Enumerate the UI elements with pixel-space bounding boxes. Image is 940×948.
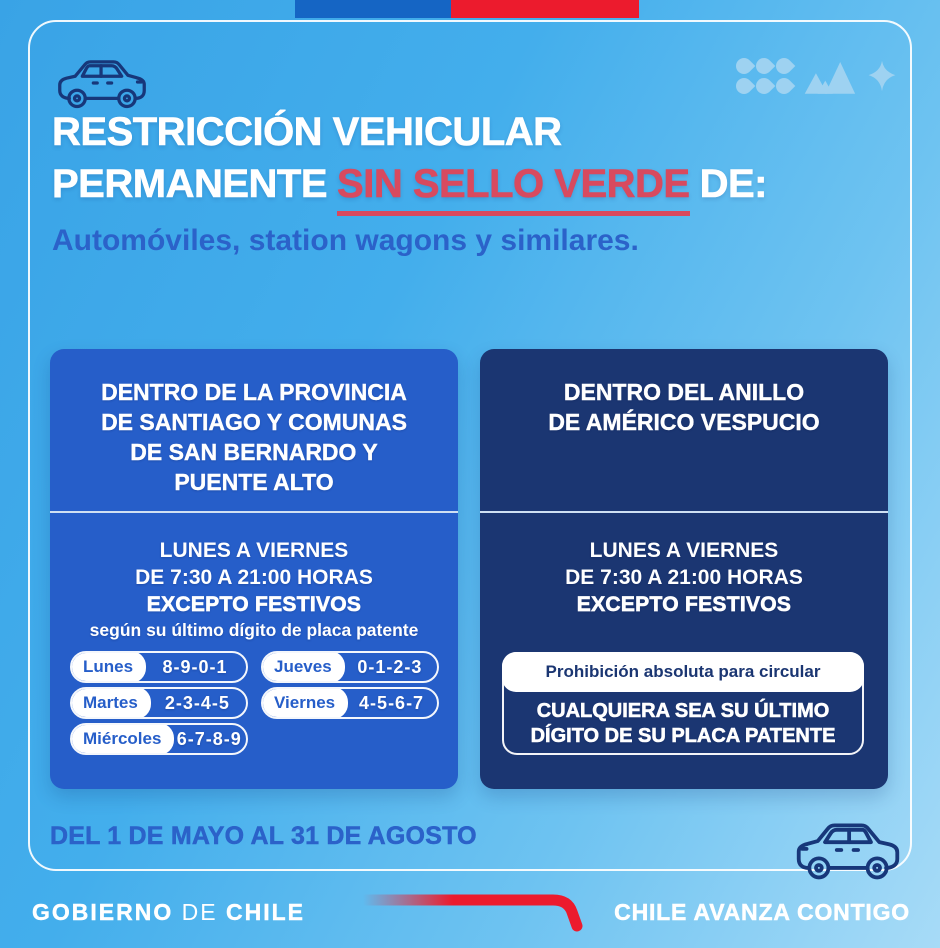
zone-title-line: PUENTE ALTO	[174, 469, 334, 495]
day-name: Jueves	[261, 651, 345, 683]
day-name: Lunes	[70, 651, 146, 683]
zone-title	[480, 377, 888, 437]
day-name: Martes	[70, 687, 151, 719]
schedule-block	[480, 537, 888, 618]
top-bar-blue-segment	[295, 0, 451, 18]
sparkle-icon	[866, 57, 898, 95]
title-highlight: SIN SELLO VERDE	[337, 158, 690, 216]
prohibition-box	[502, 652, 864, 755]
mountains-icon	[801, 56, 857, 96]
schedule-note: según su último dígito de placa patente	[89, 620, 419, 640]
day-pill	[261, 687, 439, 719]
zone-title-line: DENTRO DEL ANILLO	[563, 379, 805, 405]
day-digits: 2-3-4-5	[164, 692, 230, 713]
schedule-holidays: EXCEPTO FESTIVOS	[576, 593, 792, 616]
subtitle: Automóviles, station wagons y similares.	[52, 224, 639, 257]
prohibition-text-line: DÍGITO DE SU PLACA PATENTE	[530, 725, 836, 747]
page-title	[52, 106, 892, 216]
schedule-hours: DE 7:30 A 21:00 HORAS	[135, 566, 373, 589]
zone-card-provincia-santiago	[50, 349, 458, 789]
day-pill	[70, 687, 248, 719]
prohibition-label: Prohibición absoluta para circular	[502, 652, 864, 692]
zone-title-line: DE SAN BERNARDO Y	[130, 439, 378, 465]
day-name: Viernes	[261, 687, 348, 719]
brand-dots-icon	[736, 58, 792, 94]
zone-title-line: DENTRO DE LA PROVINCIA	[101, 379, 407, 405]
zone-title	[50, 377, 458, 497]
divider	[50, 511, 458, 513]
slogan: CHILE AVANZA CONTIGO	[614, 899, 910, 925]
divider	[480, 511, 888, 513]
car-icon-flipped	[792, 814, 904, 886]
footer-gobierno: GOBIERNO	[32, 899, 174, 925]
schedule-block	[50, 537, 458, 642]
title-line2	[52, 158, 892, 216]
day-pill	[70, 723, 248, 755]
schedule-days: LUNES A VIERNES	[159, 539, 349, 562]
day-pill	[70, 651, 248, 683]
validity-period: DEL 1 DE MAYO AL 31 DE AGOSTO	[50, 822, 477, 850]
title-line2-prefix: PERMANENTE	[52, 162, 328, 206]
footer-chile: CHILE	[225, 899, 305, 925]
day-digits: 6-7-8-9	[176, 728, 242, 749]
title-line2-suffix: DE:	[699, 162, 767, 206]
schedule-hours: DE 7:30 A 21:00 HORAS	[565, 566, 803, 589]
title-line1: RESTRICCIÓN VEHICULAR	[52, 110, 562, 154]
day-digits: 0-1-2-3	[357, 656, 423, 677]
gobierno-de-chile-logo	[32, 899, 305, 926]
main-card	[28, 20, 912, 871]
flag-swoosh-icon	[335, 890, 615, 942]
prohibition-text-line: CUALQUIERA SEA SU ÚLTIMO	[536, 700, 830, 722]
prohibition-text	[504, 699, 862, 749]
car-icon	[54, 52, 150, 114]
day-digits-table	[70, 651, 439, 755]
day-digits: 4-5-6-7	[359, 692, 425, 713]
day-pill	[261, 651, 439, 683]
footer-de: DE	[181, 899, 218, 925]
day-digits: 8-9-0-1	[162, 656, 228, 677]
top-bar-red-segment	[451, 0, 639, 18]
day-name: Miércoles	[70, 723, 174, 755]
schedule-holidays: EXCEPTO FESTIVOS	[146, 593, 362, 616]
schedule-days: LUNES A VIERNES	[589, 539, 779, 562]
brand-icons	[736, 56, 898, 96]
zone-card-americo-vespucio	[480, 349, 888, 789]
zone-title-line: DE SANTIAGO Y COMUNAS	[101, 409, 407, 435]
zone-title-line: DE AMÉRICO VESPUCIO	[548, 409, 820, 435]
